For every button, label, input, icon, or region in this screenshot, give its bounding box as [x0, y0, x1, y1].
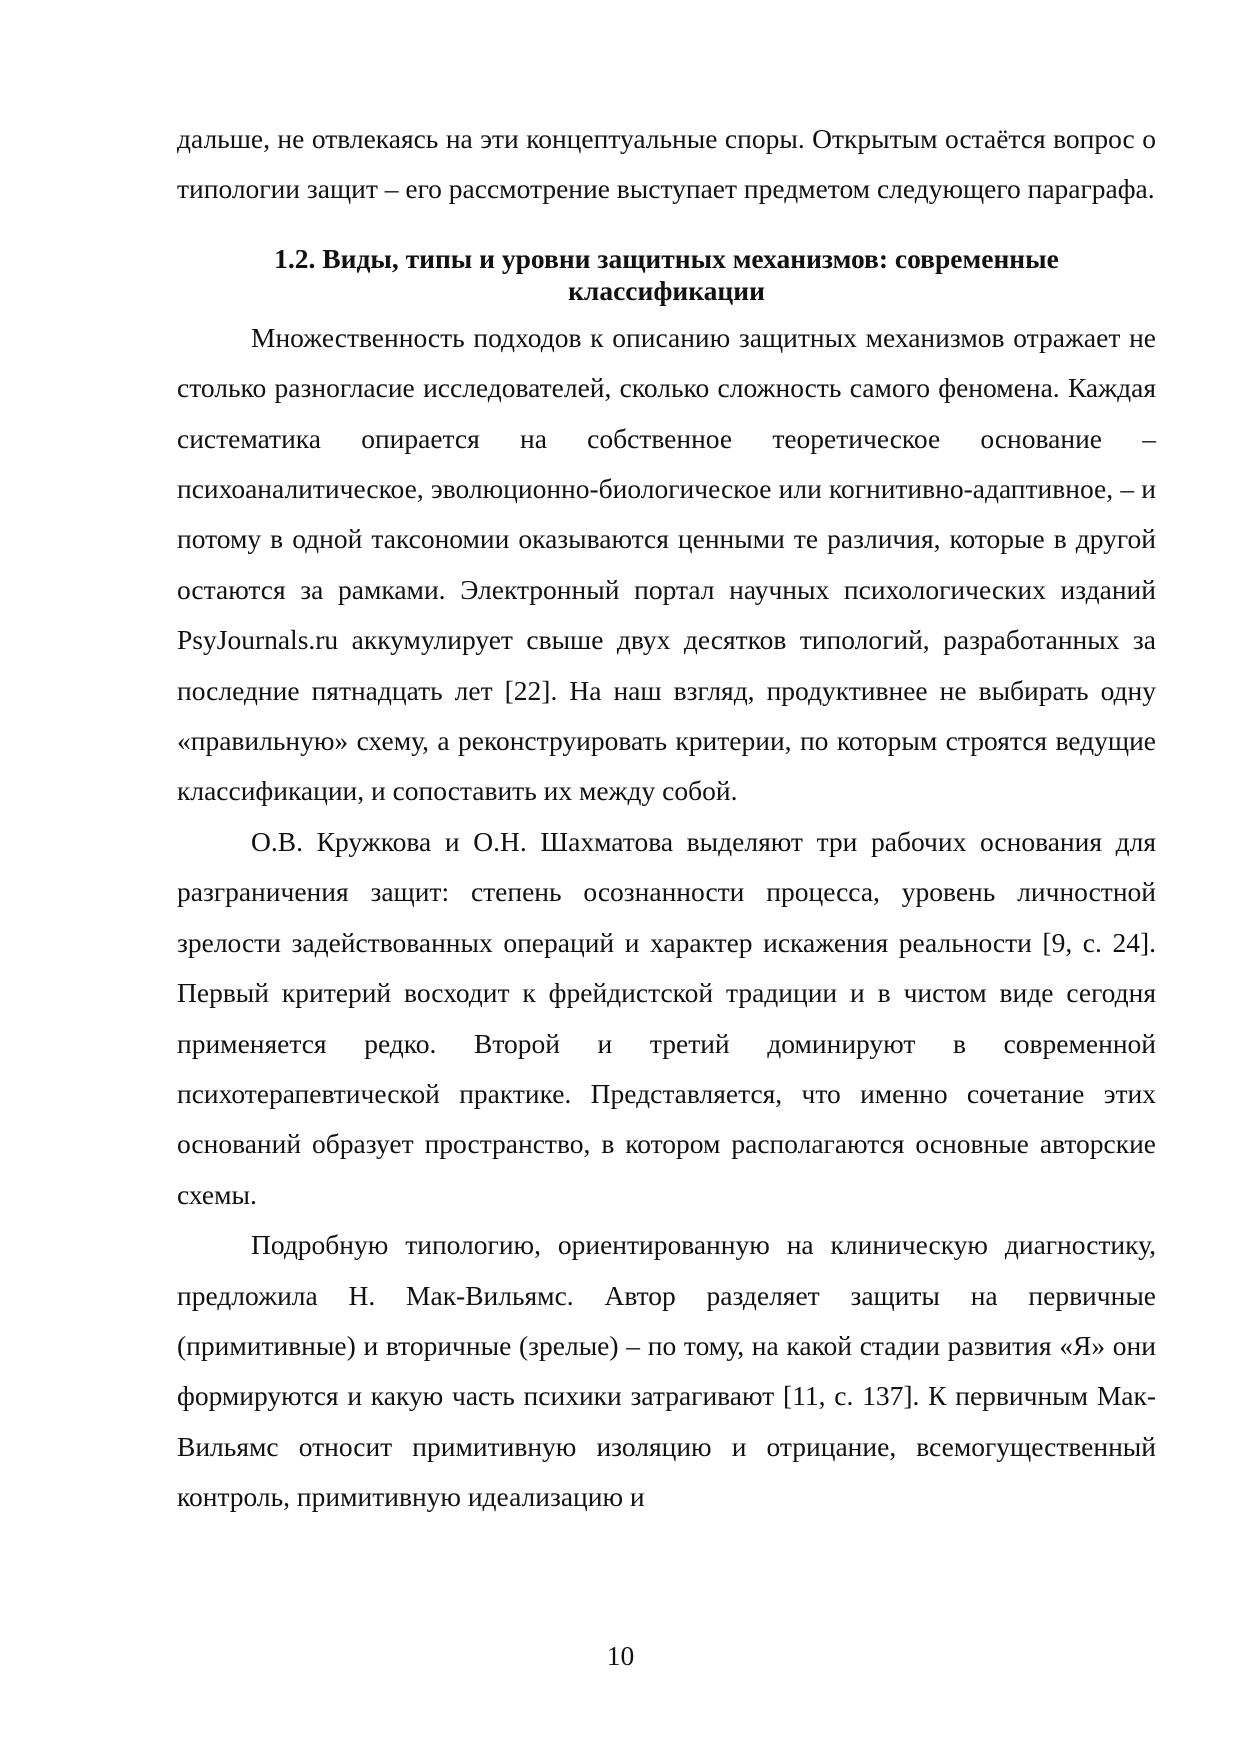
continuation-paragraph: дальше, не отвлекаясь на эти концептуальные споры. Открытым остаётся вопрос о типологии защит – его рассмотрение выступает предметом следующего параграфа. [177, 123, 1156, 205]
section-heading: 1.2. Виды, типы и уровни защитных механизмов: современные классификации [274, 242, 1059, 306]
paragraph-mcwilliams: Подробную типологию, ориентированную на клиническую диагностику, предложила Н. Мак-Вильямс. Автор разделяет защиты на первичные (примитивные) и вторичные (зрелые) – по тому, на какой стадии развития «Я» они формируются и какую часть психики затрагивают [11, с. 137]. К первичным Мак-Вильямс относит примитивную изоляцию и отрицание, всемогущественный контроль, примитивную идеализацию и [177, 1229, 1156, 1513]
page-number: 10 [606, 1640, 635, 1671]
paragraph-multiplicity: Множественность подходов к описанию защитных механизмов отражает не столько разногласие исследователей, сколько сложность самого феномена. Каждая систематика опирается на собственное теоретическое основание – психоаналитическое, эволюционно-биологическое или когнитивно-адаптивное, – и потому в одной таксономии оказываются ценными те различия, которые в другой остаются за рамками. Электронный портал научных психологических изданий PsyJournals.ru аккумулирует свыше двух десятков типологий, разработанных за последние пятнадцать лет [22]. На наш взгляд, продуктивнее не выбирать одну «правильную» схему, а реконструировать критерии, по которым строятся ведущие классификации, и сопоставить их между собой. [177, 321, 1156, 807]
paragraph-kruzhkova: О.В. Кружкова и О.Н. Шахматова выделяют три рабочих основания для разграничения защит: степень осознанности процесса, уровень личностной зрелости задействованных операций и характер искажения реальности [9, с. 24]. Первый критерий восходит к фрейдистской традиции и в чистом виде сегодня применяется редко. Второй и третий доминируют в современной психотерапевтической практике. Представляется, что именно сочетание этих оснований образует пространство, в котором располагаются основные авторские схемы. [177, 825, 1156, 1210]
page-body [177, 114, 1156, 1523]
